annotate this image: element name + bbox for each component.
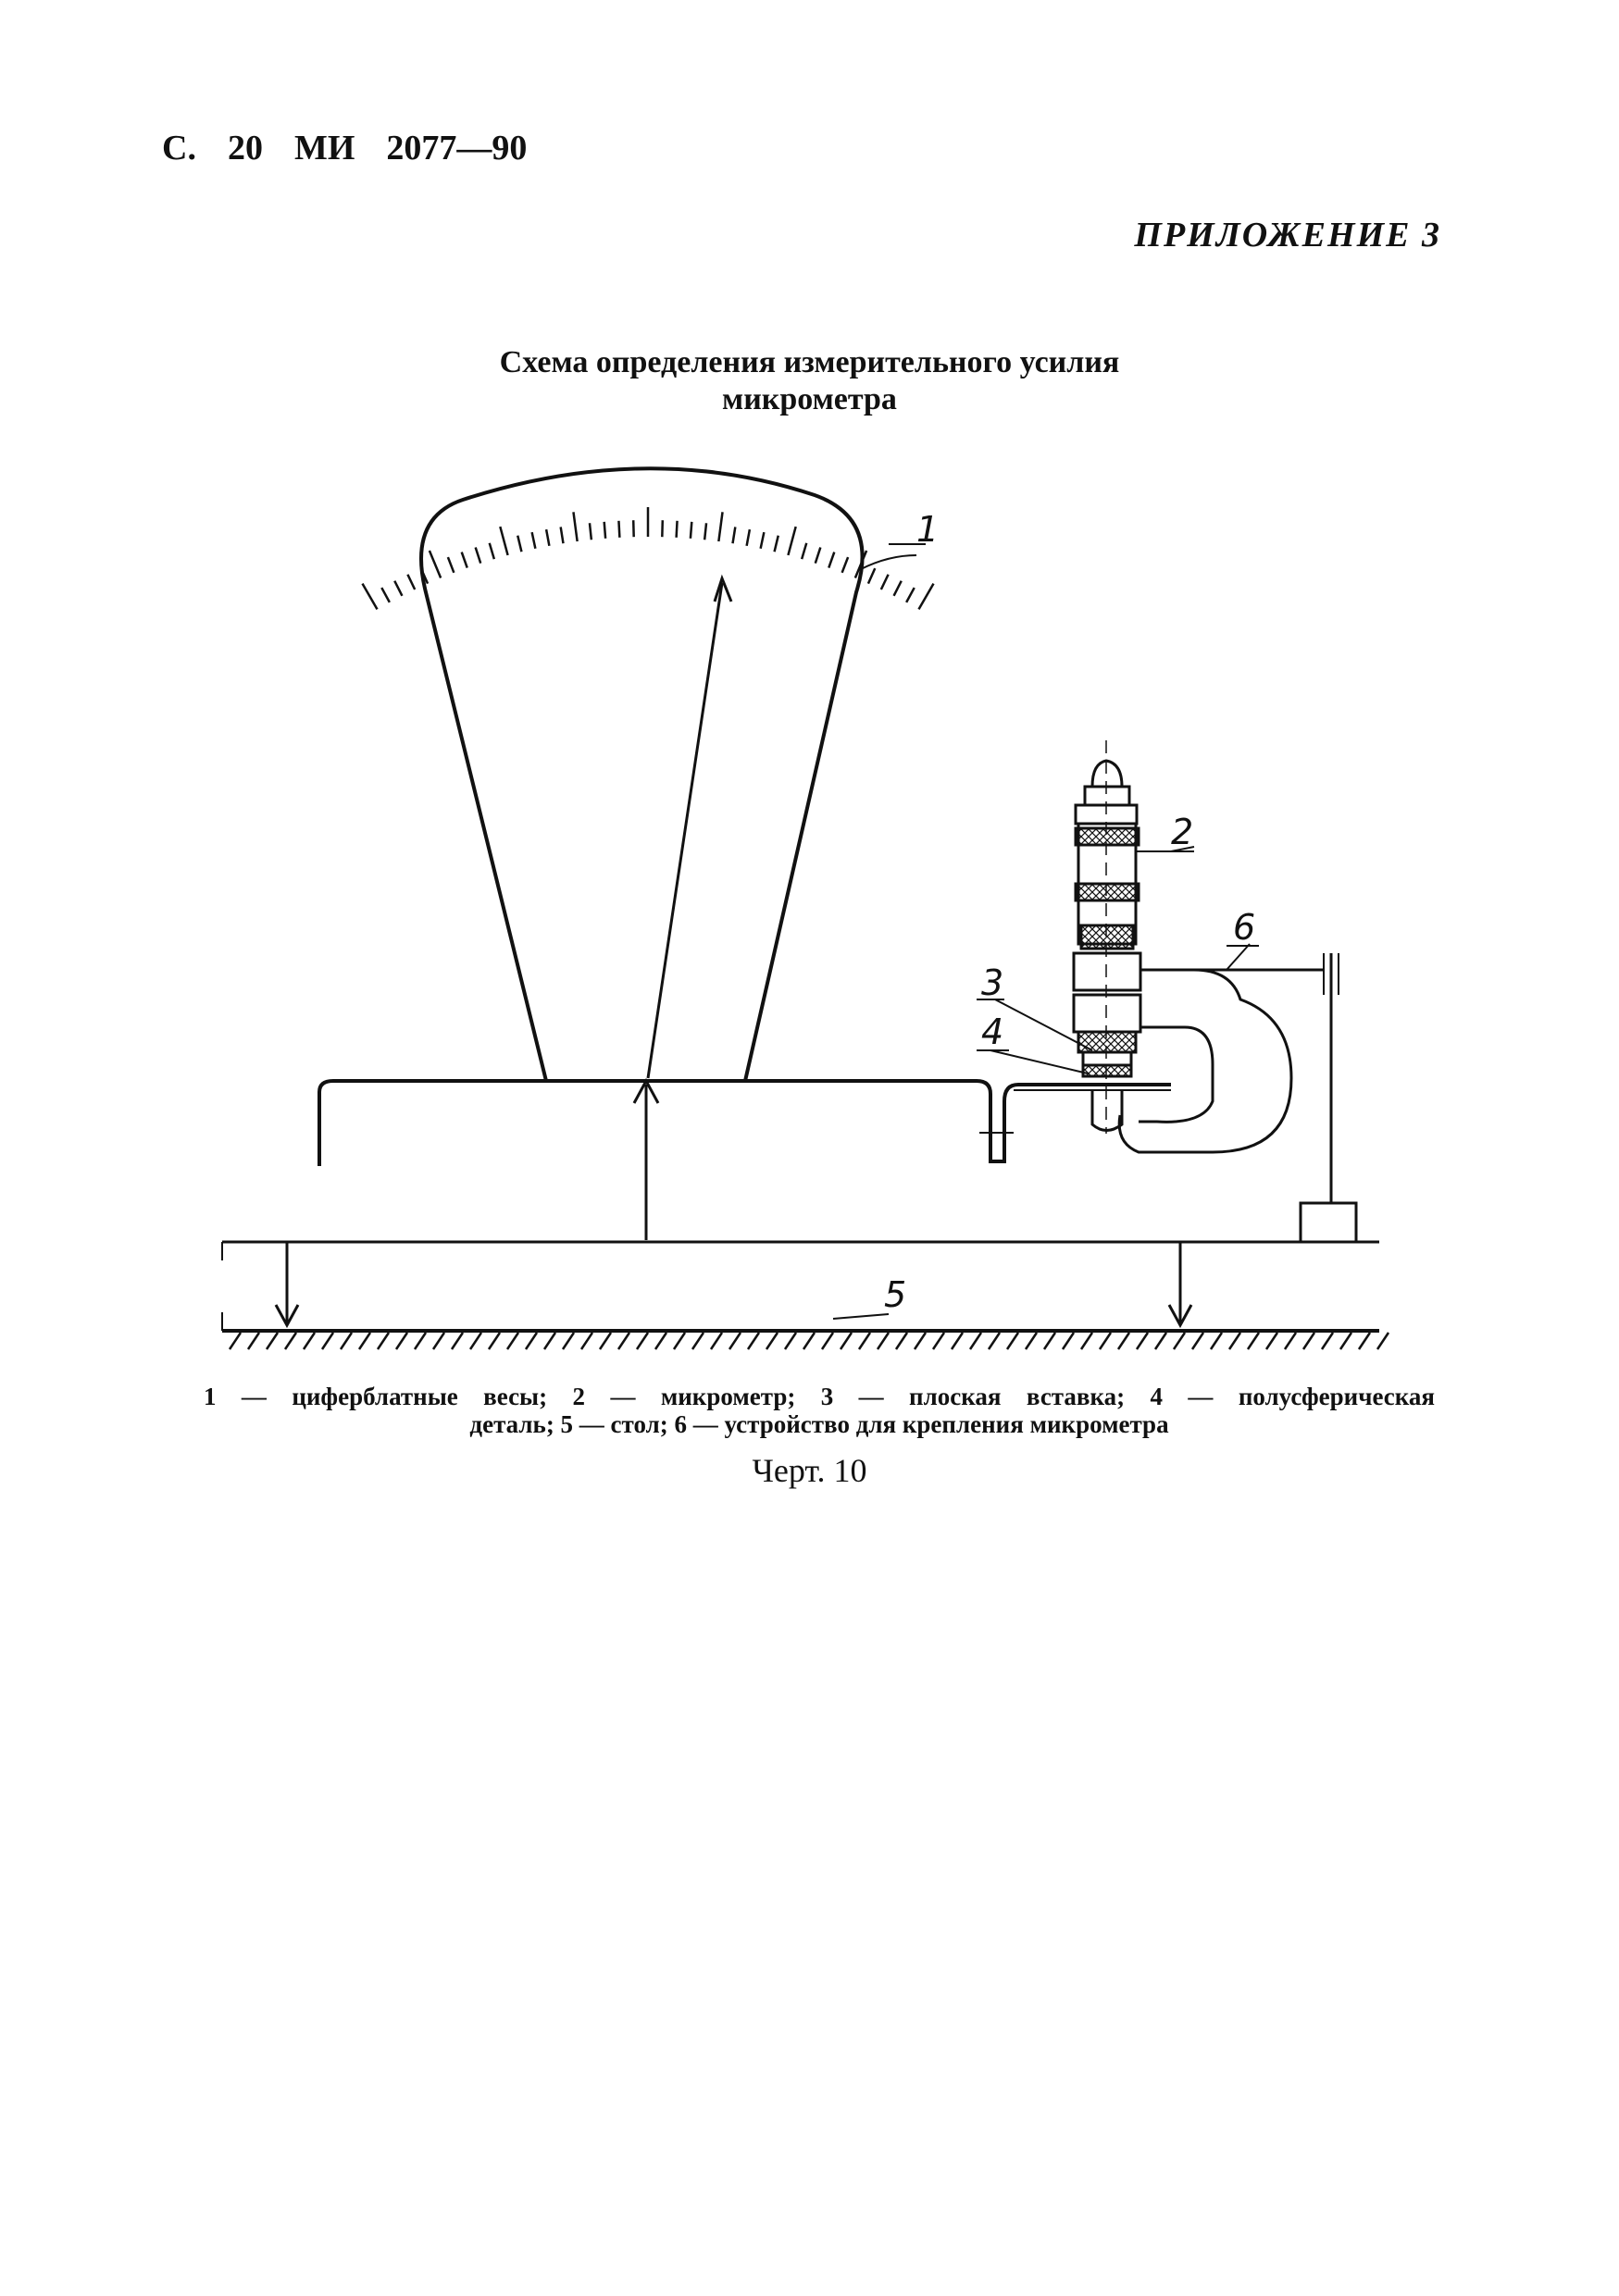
table-hatch: [803, 1333, 815, 1349]
table-hatch: [267, 1333, 278, 1349]
title-line-1: Схема определения измерительного усилия: [499, 345, 1120, 379]
table-hatch: [285, 1333, 296, 1349]
callout-1: 1: [916, 509, 940, 550]
callout-4: 4: [981, 1011, 1004, 1052]
callout-6: 6: [1233, 907, 1256, 948]
table-hatch: [729, 1333, 741, 1349]
table-hatch: [1044, 1333, 1055, 1349]
dial-tick: [775, 536, 778, 552]
table-hatch: [674, 1333, 685, 1349]
dial-tick: [894, 581, 902, 596]
table-hatch: [692, 1333, 704, 1349]
table-hatch: [600, 1333, 611, 1349]
dial-tick: [363, 584, 378, 610]
table-hatch: [822, 1333, 833, 1349]
table-hatch: [452, 1333, 463, 1349]
table-hatch: [785, 1333, 796, 1349]
table-hatch: [544, 1333, 555, 1349]
table-hatch: [1211, 1333, 1222, 1349]
dial-tick: [704, 523, 706, 540]
dial-tick: [881, 575, 889, 590]
table-hatch: [859, 1333, 870, 1349]
dial-tick: [788, 527, 795, 555]
dial-tick: [761, 532, 765, 549]
caption-line-1: 1 — циферблатные весы; 2 — микрометр; 3 — плоская вставка; 4 — полусферическая: [204, 1383, 1435, 1410]
dial-tick: [842, 557, 848, 573]
page-number: 20: [227, 129, 263, 168]
dial-tick: [500, 527, 507, 555]
dial-tick: [476, 548, 481, 564]
table-hatch: [933, 1333, 944, 1349]
page-prefix: С.: [162, 129, 196, 168]
doc-code: МИ: [293, 129, 355, 168]
dial-tick: [490, 543, 494, 559]
table-hatch: [230, 1333, 241, 1349]
table-hatch: [433, 1333, 444, 1349]
dial-tick: [532, 532, 536, 549]
table-hatch: [1359, 1333, 1370, 1349]
dial-tick: [430, 551, 441, 578]
callout-2: 2: [1171, 812, 1194, 852]
dial-scale: [363, 468, 934, 1081]
dial-tick: [677, 521, 678, 538]
table-hatch: [1340, 1333, 1351, 1349]
table-hatch: [1266, 1333, 1277, 1349]
table-hatch: [1026, 1333, 1037, 1349]
weight-block: [1301, 1203, 1356, 1242]
needle-arrowhead: [715, 578, 731, 602]
table-hatch: [878, 1333, 889, 1349]
dial-tick: [462, 552, 467, 568]
callout-3: 3: [981, 962, 1004, 1003]
table-hatch: [637, 1333, 648, 1349]
force-arrows: [276, 1081, 1191, 1325]
dial-tick: [906, 588, 915, 602]
table-hatch: [304, 1333, 315, 1349]
table-hatch: [766, 1333, 778, 1349]
dial-tick: [618, 521, 619, 538]
table-hatch: [1118, 1333, 1129, 1349]
scale-platform: [319, 1081, 1171, 1166]
table-hatch: [526, 1333, 537, 1349]
table-hatch: [581, 1333, 592, 1349]
dial-needle: [648, 583, 722, 1078]
leader-lines: [833, 555, 1250, 1319]
table-hatch: [989, 1333, 1000, 1349]
table-hatch: [1081, 1333, 1092, 1349]
table: [222, 1242, 1389, 1349]
doc-number: 2077—90: [386, 129, 528, 168]
dial-tick: [517, 536, 521, 552]
table-hatch: [841, 1333, 852, 1349]
figure-caption: [204, 1383, 1435, 1438]
dial-tick: [868, 568, 875, 583]
table-hatch: [952, 1333, 963, 1349]
callout-5: 5: [884, 1274, 907, 1315]
table-hatch: [896, 1333, 907, 1349]
table-hatch: [378, 1333, 389, 1349]
table-hatch: [415, 1333, 426, 1349]
table-hatch: [341, 1333, 352, 1349]
dial-tick: [828, 552, 834, 568]
table-hatch: [470, 1333, 481, 1349]
table-hatch: [396, 1333, 407, 1349]
figure-label: Черт. 10: [752, 1452, 867, 1489]
table-hatch: [711, 1333, 722, 1349]
appendix-label: ПРИЛОЖЕНИЕ 3: [1134, 216, 1441, 254]
table-hatch: [748, 1333, 759, 1349]
table-hatch: [1174, 1333, 1185, 1349]
table-hatch: [359, 1333, 370, 1349]
dial-tick: [546, 529, 549, 546]
dial-tick: [394, 581, 402, 596]
table-hatch: [1007, 1333, 1018, 1349]
table-hatch: [1322, 1333, 1333, 1349]
dial-tick: [919, 584, 934, 610]
table-hatch: [1303, 1333, 1314, 1349]
title-line-2: микрометра: [722, 382, 897, 416]
table-hatch: [489, 1333, 500, 1349]
table-hatch: [1137, 1333, 1148, 1349]
table-hatch: [915, 1333, 926, 1349]
dial-tick: [604, 522, 605, 539]
table-hatch: [1192, 1333, 1203, 1349]
table-hatch: [1100, 1333, 1111, 1349]
dial-tick: [448, 557, 454, 573]
dial-tick: [747, 529, 750, 546]
table-hatch: [1229, 1333, 1240, 1349]
table-hatch: [970, 1333, 981, 1349]
dial-ticks: [363, 507, 934, 609]
table-hatch: [1285, 1333, 1296, 1349]
dial-tick: [718, 512, 722, 541]
dial-tick: [407, 575, 415, 590]
dial-tick: [573, 512, 577, 541]
caption-line-2: деталь; 5 — стол; 6 — устройство для крепления микрометра: [469, 1410, 1169, 1438]
table-hatch: [1063, 1333, 1074, 1349]
dial-tick: [381, 588, 390, 602]
dial-tick: [733, 527, 736, 543]
dial-tick: [802, 543, 806, 559]
dial-tick: [561, 527, 564, 543]
table-hatch: [618, 1333, 629, 1349]
table-hatch: [563, 1333, 574, 1349]
table-hatch: [655, 1333, 666, 1349]
table-hatch: [507, 1333, 518, 1349]
table-hatch: [248, 1333, 259, 1349]
table-hatch: [1248, 1333, 1259, 1349]
table-hatch: [1377, 1333, 1389, 1349]
table-hatch: [1155, 1333, 1166, 1349]
dial-tick: [590, 523, 592, 540]
table-hatch: [322, 1333, 333, 1349]
dial-tick: [816, 548, 821, 564]
